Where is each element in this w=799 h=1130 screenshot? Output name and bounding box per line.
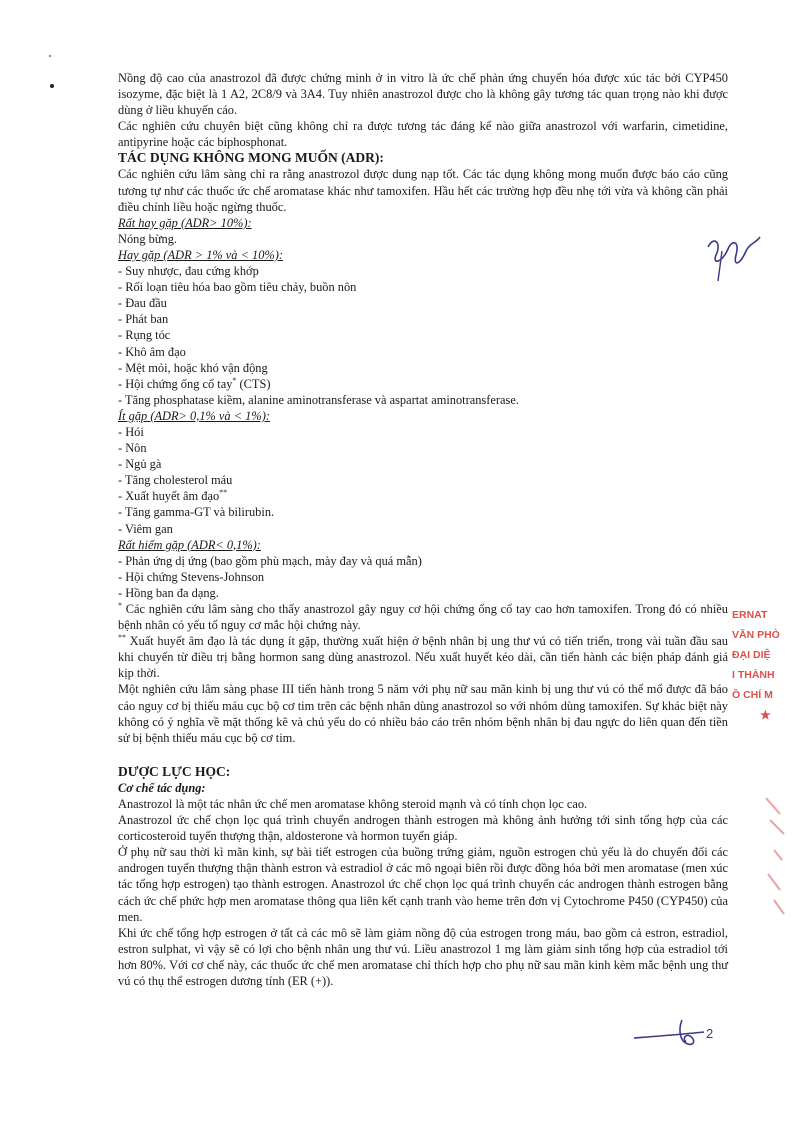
list-item: - Nôn [118, 441, 147, 456]
handwritten-initials [700, 225, 770, 285]
list-item: - Hội chứng Stevens-Johnson [118, 569, 265, 584]
rare-list [118, 553, 728, 601]
interaction-paragraph-1: Nồng độ cao của anastrozol đã được chứng minh ở in vitro là ức chế phản ứng chuyển hóa được xúc tác bởi CYP450 isozyme, đặc biệt là 1 A2, 2C8/9 và 3A4. Tuy nhiên anastrozol được cho là không gây tương tác quan trọng nào khi được dùng ở liều khuyến cáo. [118, 71, 728, 118]
list-item: - Khô âm đạo [118, 344, 186, 359]
adr-heading: TÁC DỤNG KHÔNG MONG MUỐN (ADR): [118, 150, 384, 166]
list-item: - Ngủ gà [118, 457, 162, 472]
list-item: - Suy nhược, đau cứng khớp [118, 264, 259, 279]
list-item: - Viêm gan [118, 521, 173, 536]
common-label: Hay gặp (ADR > 1% và < 10%): [118, 247, 284, 262]
pd-paragraph: Ở phụ nữ sau thời kì mãn kinh, sự bài tiết estrogen của buồng trứng giảm, nguồn estrogen chủ yếu là do chuyển đổi các androgen tuyến thượng thận thành estron và estradiol ở các mô ngoại biên rồi được đồng hóa bởi men aromatase (men xúc tác tổng hợp estrogen) tạo thành estrogen. Anastrozol ức chế chọn lọc quá trình chuyển các androgen thành estrogen bằng cách ức chế phức hợp men aromatase thông qua liên kết cạnh tranh vào heme trên đơn vị Cytochrome P450 (CYP450) của men. [118, 845, 728, 924]
office-stamp: ERNAT VĂN PHÒ ĐẠI DIỆ I THÀNH Ồ CHÍ M ★ [732, 609, 780, 722]
rare-label: Rất hiếm gặp (ADR< 0,1%): [118, 537, 261, 552]
pd-paragraph: Khi ức chế tổng hợp estrogen ở tất cả các mô sẽ làm giảm nồng độ của estrogen trong máu, bao gồm cả estron, estradiol, estron sulphat, vì vậy sẽ có lợi cho bệnh nhân ung thư vú. Liều anastrozol 1 mg làm giảm sinh tổng hợp của estradiol tới hơn 80%. Với cơ chế này, các thuốc ức chế men aromatase chỉ thích hợp cho phụ nữ sau mãn kinh kèm mắc bệnh ung thư vú có thụ thể estrogen dương tính (ER (+)). [118, 925, 728, 988]
list-item: - Tăng gamma-GT và bilirubin. [118, 505, 275, 520]
very-common-item: Nóng bừng. [118, 231, 178, 246]
list-item-cts: - Hội chứng ống cổ tay* (CTS) [118, 375, 271, 391]
list-item: - Phát ban [118, 312, 169, 327]
list-item: - Rụng tóc [118, 328, 171, 343]
common-list [118, 263, 728, 408]
pd-paragraph: Anastrozol là một tác nhân ức chế men aromatase không steroid mạnh và có tính chọn lọc cao. [118, 796, 588, 811]
stamp-fragment-mark [760, 790, 796, 920]
very-common-label: Rất hay gặp (ADR> 10%): [118, 215, 252, 230]
pd-paragraph: Anastrozol ức chế chọn lọc quá trình chuyển androgen thành estrogen mà không ảnh hưởng tới sinh tổng hợp của các corticosteroid tuyến thượng thận, aldosterone và hormon tuyến giáp. [118, 813, 728, 844]
mechanism-subheading: Cơ chế tác dụng: [118, 780, 206, 795]
scan-speck [46, 52, 66, 102]
document-page [118, 70, 728, 989]
list-item: - Phản ứng dị ứng (bao gồm phù mạch, mày đay và quá mẫn) [118, 553, 422, 568]
list-item: - Hồng ban đa dạng. [118, 585, 219, 600]
interaction-paragraph-2: Các nghiên cứu chuyên biệt cũng không chỉ ra được tương tác đáng kể nào giữa anastrozol với warfarin, cimetidine, antipyrine hoặc các biphosphonat. [118, 119, 728, 150]
list-item: - Hói [118, 424, 144, 439]
footnote-bleeding: ** Xuất huyết âm đạo là tác dụng ít gặp, thường xuất hiện ở bệnh nhân bị ung thư vú có tiến triển, trong vài tuần đầu sau khi chuyển từ điều trị bằng hormon sang dùng anastrozol. Nếu xuất huyết kéo dài, cần tiến hành các biện pháp đánh giá kịp thời. [118, 633, 728, 681]
phase3-paragraph: Một nghiên cứu lâm sàng phase III tiến hành trong 5 năm với phụ nữ sau mãn kinh bị ung thư vú có thể mổ được đã báo cáo nguy cơ bị thiếu máu cục bộ cơ tim trên các bệnh nhân dùng anastrozol so với nhóm dùng tamoxifen. Sự khác biệt này không có ý nghĩa về mặt thống kê và chủ yếu do có nhiều báo cáo trên nhóm bệnh nhân bị đau ngực do liên quan đến tiền sử bị bệnh thiếu máu cục bộ cơ tim. [118, 682, 728, 745]
list-item-bleeding: - Xuất huyết âm đạo** [118, 488, 228, 504]
signature-mark [630, 1010, 740, 1055]
uncommon-label: Ít gặp (ADR> 0,1% và < 1%): [118, 408, 270, 423]
list-item: - Tăng cholesterol máu [118, 473, 233, 488]
list-item: - Tăng phosphatase kiềm, alanine aminotransferase và aspartat aminotransferase. [118, 392, 519, 407]
list-item: - Đau đầu [118, 296, 167, 311]
uncommon-list [118, 424, 728, 537]
adr-intro: Các nghiên cứu lâm sàng chỉ ra rằng anastrozol được dung nạp tốt. Các tác dụng không mong muốn được báo cáo cũng tương tự như các thuốc ức chế aromatase khác như tamoxifen. Hầu hết các trường hợp đều nhẹ tới vừa và không cần phải điều chỉnh liều hoặc ngừng thuốc. [118, 167, 728, 214]
list-item: - Rối loạn tiêu hóa bao gồm tiêu chảy, buồn nôn [118, 280, 357, 295]
footnote-cts: * Các nghiên cứu lâm sàng cho thấy anastrozol gây nguy cơ hội chứng ống cổ tay cao hơn tamoxifen. Trong đó có nhiều bệnh nhân có yếu tố nguy cơ mắc hội chứng này. [118, 600, 728, 633]
pharmacodynamics-heading: DƯỢC LỰC HỌC: [118, 763, 231, 779]
page-number: 2 [706, 1026, 714, 1041]
list-item: - Mệt mỏi, hoặc khó vận động [118, 360, 268, 375]
